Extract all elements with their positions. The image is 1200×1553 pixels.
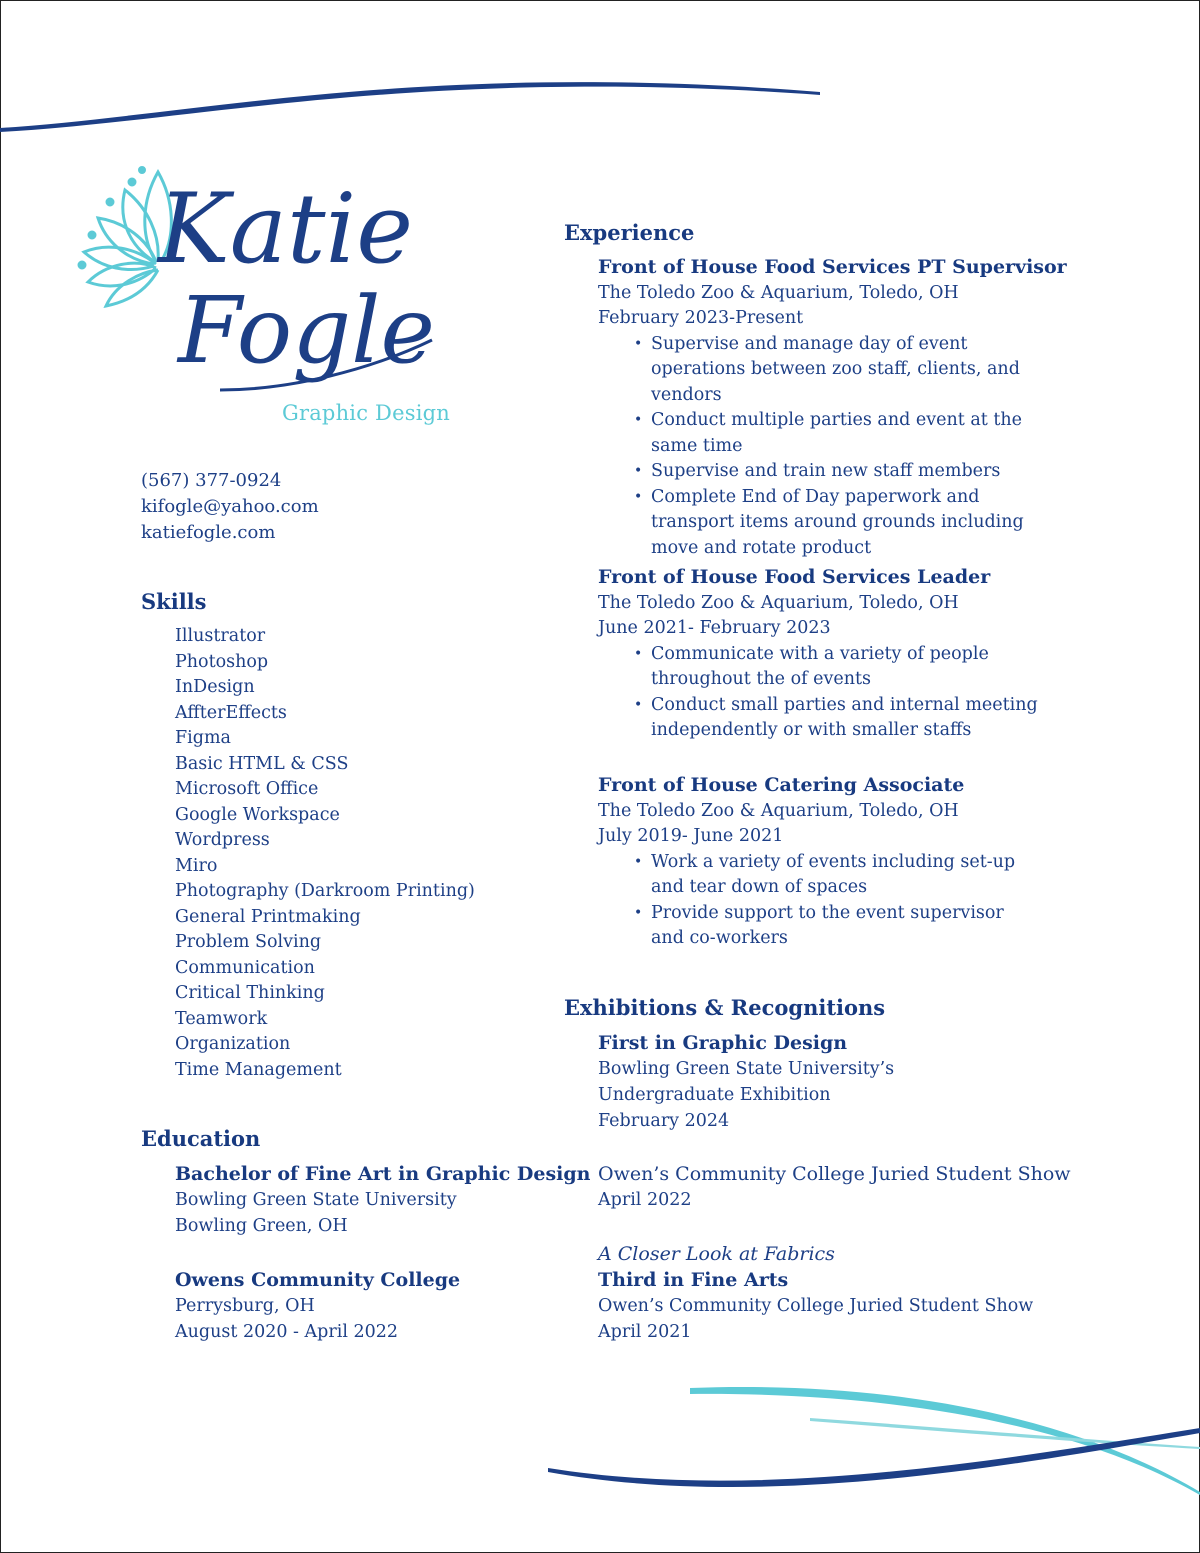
list-item: • Provide support to the event supervisor and co-workers	[651, 901, 1041, 952]
logo	[70, 140, 450, 440]
website[interactable]: katiefogle.com	[141, 522, 276, 543]
exhibition-detail: Bowling Green State University’s	[598, 1059, 895, 1079]
bottom-navy-swoosh	[548, 1428, 1200, 1487]
list-item: Google Workspace	[175, 804, 340, 825]
exhibition-date: February 2024	[598, 1111, 730, 1131]
exhibition-entry	[598, 1161, 1071, 1213]
job-title: Front of House Food Services Leader	[598, 566, 991, 588]
list-item: Organization	[175, 1034, 291, 1054]
list-item: Miro	[175, 855, 218, 876]
education-list	[175, 1161, 590, 1345]
email[interactable]: kifogle@yahoo.com	[141, 496, 319, 517]
job-bullets	[598, 332, 1067, 562]
top-swoosh	[0, 82, 820, 132]
exhibition-date: April 2021	[598, 1322, 692, 1342]
list-item: InDesign	[175, 677, 255, 697]
list-item: • Conduct small parties and internal meeting independently or with smaller staffs	[651, 693, 1041, 744]
list-item: Communication	[175, 957, 315, 978]
education-location: August 2020 - April 2022	[175, 1322, 399, 1342]
list-item: AffterEffects	[175, 702, 287, 723]
exhibition-entry	[598, 1030, 894, 1134]
exhibition-entry	[598, 1241, 1033, 1345]
list-item: Figma	[175, 728, 231, 748]
list-item: Wordpress	[175, 830, 270, 850]
list-item: Time Management	[175, 1059, 342, 1080]
logo-last-name: Fogle	[178, 277, 435, 384]
experience-heading: Experience	[564, 220, 695, 245]
list-item: Problem Solving	[175, 932, 322, 952]
list-item: Critical Thinking	[175, 983, 325, 1003]
job-entry	[598, 255, 1067, 561]
skills-heading: Skills	[141, 589, 207, 614]
exhibition-title: Third in Fine Arts	[598, 1269, 789, 1291]
list-item: • Work a variety of events including set-up and tear down of spaces	[651, 850, 1041, 901]
contact-block	[141, 468, 319, 546]
job-bullets	[598, 642, 1041, 744]
list-item: • Supervise and manage day of event operations between zoo staff, clients, and vendors	[651, 332, 1041, 409]
exhibition-detail: Undergraduate Exhibition	[598, 1085, 831, 1105]
job-employer: The Toledo Zoo & Aquarium, Toledo, OH	[598, 800, 959, 821]
education-location: Bowling Green, OH	[175, 1216, 348, 1236]
job-dates: February 2023-Present	[598, 308, 804, 328]
job-employer: The Toledo Zoo & Aquarium, Toledo, OH	[598, 592, 959, 613]
job-bullets	[598, 850, 1041, 952]
list-item: Photography (Darkroom Printing)	[175, 881, 475, 901]
job-employer: The Toledo Zoo & Aquarium, Toledo, OH	[598, 282, 959, 303]
job-title: Front of House Food Services PT Supervisor	[598, 256, 1067, 278]
logo-first-name: Katie	[158, 173, 414, 285]
job-title: Front of House Catering Associate	[598, 774, 965, 796]
list-item: Microsoft Office	[175, 779, 319, 799]
list-item: • Communicate with a variety of people throughout the of events	[651, 642, 1041, 693]
list-item: Photoshop	[175, 651, 269, 672]
exhibitions-heading: Exhibitions & Recognitions	[564, 995, 886, 1020]
list-item: • Supervise and train new staff members	[651, 459, 1041, 485]
exhibition-date: April 2022	[598, 1190, 692, 1210]
exhibition-work: A Closer Look at Fabrics	[598, 1243, 835, 1265]
phone: (567) 377-0924	[141, 470, 282, 491]
list-item: Basic HTML & CSS	[175, 753, 349, 774]
list-item: Illustrator	[175, 626, 266, 646]
exhibition-title: First in Graphic Design	[598, 1032, 848, 1054]
job-entry	[598, 773, 1041, 952]
education-school: Bowling Green State University	[175, 1190, 457, 1210]
job-dates: July 2019- June 2021	[598, 826, 784, 846]
list-item: • Conduct multiple parties and event at the same time	[651, 408, 1041, 459]
education-school: Perrysburg, OH	[175, 1296, 315, 1316]
education-heading: Education	[141, 1126, 261, 1151]
tagline: Graphic Design	[282, 401, 450, 425]
education-degree: Bachelor of Fine Art in Graphic Design	[175, 1163, 591, 1185]
exhibition-title: Owen’s Community College Juried Student Show	[598, 1163, 1071, 1185]
list-item: • Complete End of Day paperwork and transport items around grounds including move and rotate product	[651, 485, 1041, 562]
skills-list	[175, 624, 475, 1083]
job-dates: June 2021- February 2023	[598, 618, 831, 638]
education-degree: Owens Community College	[175, 1269, 461, 1291]
list-item: General Printmaking	[175, 906, 361, 927]
exhibition-detail: Owen’s Community College Juried Student Show	[598, 1296, 1034, 1316]
job-entry	[598, 565, 1041, 744]
list-item: Teamwork	[175, 1008, 268, 1029]
